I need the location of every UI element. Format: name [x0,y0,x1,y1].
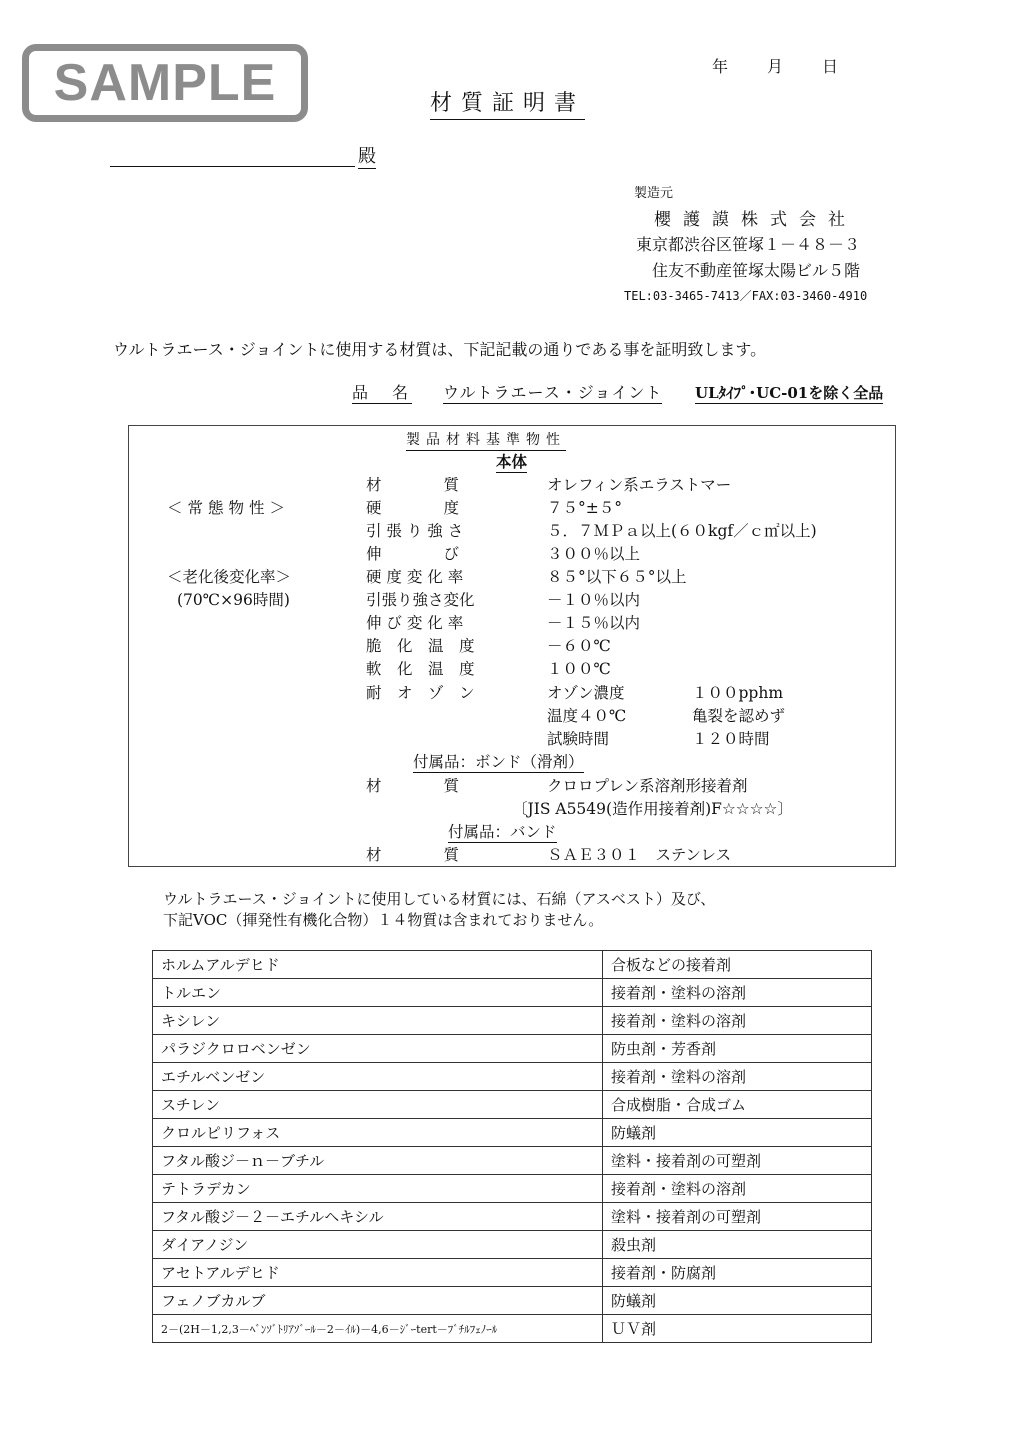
group-normal: ＜常態物性＞ [167,499,291,517]
date-day: 日 [822,57,839,76]
group-aging: ＜老化後変化率＞ [167,568,292,586]
spec-value: １００℃ [547,660,611,678]
spec-label: 伸 び [366,545,460,563]
substance-use: 塗料・接着剤の可塑剤 [603,1147,872,1175]
table-row [153,979,872,1007]
sample-stamp: SAMPLE [22,44,308,122]
table-row [153,1287,872,1315]
substance-name: キシレン [153,1007,603,1035]
substance-use: 塗料・接着剤の可塑剤 [603,1203,872,1231]
table-row [153,1203,872,1231]
table-row [153,1147,872,1175]
substance-use: 防蟻剤 [603,1119,872,1147]
spec-value: ３００％以上 [547,545,641,563]
spec-value: －１５％以内 [547,614,641,632]
spec-label: 材 質 [366,476,460,494]
substance-use: 防虫剤・芳香剤 [603,1035,872,1063]
band-heading: 付属品：バンド [448,823,557,841]
substance-use: 防蟻剤 [603,1287,872,1315]
spec-label: 引 張 り 強 さ [366,522,464,540]
spec-label: 引張り強さ変化 [366,591,475,609]
substance-name: クロルピリフォス [153,1119,603,1147]
substance-name: フタル酸ジ－２－エチルヘキシル [153,1203,603,1231]
table-row [153,1119,872,1147]
substance-name: パラジクロロベンゼン [153,1035,603,1063]
ozone-name: 温度４０℃ [547,707,627,725]
substance-use: 接着剤・塗料の溶剤 [603,1175,872,1203]
spec-value: オレフィン系エラストマー [547,476,732,494]
bond-heading: 付属品：ボンド（滑剤） [413,753,584,771]
company-name: 櫻護謨株式会社 [654,210,857,230]
addressee-suffix: 殿 [358,146,376,167]
spec-value: ８５°以下６５°以上 [547,568,687,586]
date-year: 年 [712,57,729,76]
bond-value: クロロプレン系溶剤形接着剤 [547,777,748,795]
maker-label: 製造元 [634,186,674,201]
substance-name: テトラデカン [153,1175,603,1203]
substance-use: ＵＶ剤 [603,1315,872,1343]
spec-value: －６０℃ [547,637,611,655]
bond-label: 材 質 [366,777,460,795]
voc-note-line1: ウルトラエース・ジョイントに使用している材質には、石綿（アスベスト）及び、 [163,890,716,908]
ozone-value: 亀裂を認めず [692,707,786,725]
substance-use: 殺虫剤 [603,1231,872,1259]
substance-name: アセトアルデヒド [153,1259,603,1287]
company-address-2: 住友不動産笹塚太陽ビル５階 [652,261,861,280]
document-title: 材質証明書 [430,90,585,120]
band-value: ＳＡＥ３０１ ステンレス [547,846,732,864]
spec-heading: 製品材料基準物性 [406,430,566,451]
substance-name: 2－(2H－1,2,3－ﾍﾞﾝｿﾞﾄﾘｱｿﾞｰﾙ－2－ｲﾙ)－4,6－ｼﾞｰtert－ﾌﾞﾁﾙﾌｪﾉｰﾙ [153,1315,603,1343]
ozone-name: オゾン濃度 [547,684,625,702]
product-scope: ULﾀｲﾌﾟ･UC-01を除く全品 [695,384,884,402]
addressee-line [110,166,355,167]
substance-use: 合板などの接着剤 [603,951,872,979]
product-label: 品 名 [352,383,413,402]
spec-value: ５．７ＭＰａ以上(６０kgf／ｃ㎡以上) [547,522,817,540]
substance-use: 接着剤・防腐剤 [603,1259,872,1287]
substance-name: スチレン [153,1091,603,1119]
table-row [153,1175,872,1203]
substance-use: 接着剤・塗料の溶剤 [603,1007,872,1035]
table-row [153,1259,872,1287]
table-row [153,1315,872,1343]
substance-use: 接着剤・塗料の溶剤 [603,979,872,1007]
bond-standard: 〔JIS A5549(造作用接着剤)F☆☆☆☆〕 [512,800,793,818]
product-name: ウルトラエース・ジョイント [443,383,663,402]
spec-label: 伸 び 変 化 率 [366,614,464,632]
substance-name: トルエン [153,979,603,1007]
substance-use: 接着剤・塗料の溶剤 [603,1063,872,1091]
ozone-value: １２０時間 [692,730,770,748]
ozone-value: １００pphm [692,684,784,702]
band-label: 材 質 [366,846,460,864]
table-row [153,1035,872,1063]
company-tel-fax: TEL:03-3465-7413／FAX:03-3460-4910 [624,289,868,303]
table-row [153,1231,872,1259]
spec-label: 硬 度 変 化 率 [366,568,464,586]
spec-label: 軟 化 温 度 [366,660,475,678]
substance-name: エチルベンゼン [153,1063,603,1091]
substance-name: ダイアノジン [153,1231,603,1259]
substance-name: フタル酸ジ－ｎ－ブチル [153,1147,603,1175]
body-heading: 本体 [496,452,528,471]
substance-name: ホルムアルデヒド [153,951,603,979]
table-row [153,1091,872,1119]
spec-label: 硬 度 [366,499,460,517]
date-month: 月 [767,57,784,76]
spec-value: －１０％以内 [547,591,641,609]
substance-name: フェノブカルブ [153,1287,603,1315]
table-row [153,951,872,979]
ozone-name: 試験時間 [547,730,610,748]
company-address-1: 東京都渋谷区笹塚１－４８－３ [636,235,861,254]
substance-use: 合成樹脂・合成ゴム [603,1091,872,1119]
table-row [153,1007,872,1035]
spec-label: 耐 オ ゾ ン [366,684,475,702]
voc-table [152,950,872,1343]
voc-note-line2: 下記VOC（揮発性有機化合物）１４物質は含まれておりません。 [163,911,604,929]
group-aging-cond: (70℃×96時間) [177,591,290,609]
spec-value: ７５°±５° [547,499,622,517]
spec-label: 脆 化 温 度 [366,637,475,655]
table-row [153,1063,872,1091]
certification-statement: ウルトラエース・ジョイントに使用する材質は、下記記載の通りである事を証明致します。 [113,340,767,359]
